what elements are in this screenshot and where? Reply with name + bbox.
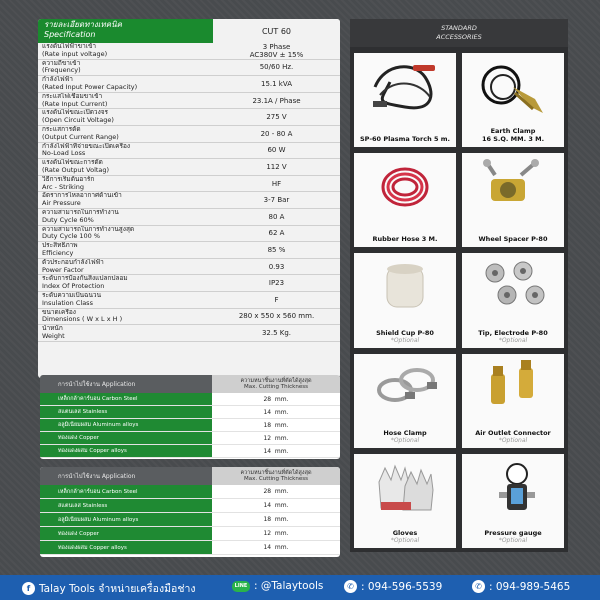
spec-label-th: แรงดันไฟขณะการตัด	[42, 159, 103, 167]
application-row	[40, 485, 340, 499]
application-row	[40, 445, 340, 458]
spec-row	[38, 93, 340, 110]
head-right-en: Max. Cutting Thickness	[244, 384, 308, 390]
facebook-text: Talay Tools จำหน่ายเครื่องมือช่าง	[39, 583, 196, 595]
accessories-panel	[350, 19, 568, 552]
spec-row	[38, 242, 340, 259]
spec-row	[38, 176, 340, 193]
application-row	[40, 527, 340, 541]
spec-label	[38, 126, 213, 142]
spec-value: F	[274, 295, 279, 304]
spec-value: 3-7 Bar	[263, 196, 290, 205]
spec-value: 85 %	[267, 245, 286, 254]
spec-model: CUT 60	[213, 19, 340, 43]
spec-label-en: Index Of Protection	[42, 282, 105, 291]
application-row	[40, 406, 340, 419]
spec-rows	[38, 43, 340, 342]
thickness-value: 14 mm.	[263, 408, 289, 416]
accessory-name: Air Outlet Connector	[475, 428, 551, 437]
thickness-value: 14 mm.	[263, 502, 289, 509]
application-row	[40, 432, 340, 445]
spec-value: 112 V	[266, 162, 287, 171]
spec-row	[38, 275, 340, 292]
spec-row	[38, 209, 340, 226]
spec-row	[38, 325, 340, 342]
spec-label-en: (Rate Output Voltag)	[42, 165, 110, 174]
accessories-header	[350, 19, 568, 47]
material-label: สแตนเลส Stainless	[40, 499, 212, 512]
spec-label-th: วิธีการเริ่มต้นอาร์ก	[42, 175, 95, 183]
spec-label	[38, 325, 213, 341]
spec-row	[38, 109, 340, 126]
spec-label	[38, 76, 213, 92]
spec-value: 60 W	[267, 146, 286, 155]
spec-label-en: (Rate input voltage)	[42, 49, 108, 58]
accessory-name: Gloves	[392, 528, 418, 537]
spec-row	[38, 60, 340, 77]
spec-value: 23.1A / Phase	[252, 96, 301, 105]
line-text: : @Talaytools	[254, 580, 324, 592]
phone-icon: ✆	[344, 580, 357, 593]
spec-label	[38, 292, 213, 308]
accessory-card	[462, 153, 564, 247]
accessory-card	[462, 253, 564, 347]
accessory-name: Earth Clamp 16 S.Q. MM. 3 M.	[481, 127, 545, 144]
application-row	[40, 541, 340, 555]
application-rows	[40, 393, 340, 458]
spec-label-en: (Rated Input Power Capacity)	[42, 82, 138, 91]
accessory-optional: *Optional	[498, 536, 528, 544]
accessory-name: Shield Cup P-80	[376, 328, 434, 337]
spec-row	[38, 292, 340, 309]
spec-title-en: Specification	[44, 30, 96, 39]
spec-label-th: กระแสไฟเชื่อมขาเข้า	[42, 92, 103, 100]
thickness-value: 12 mm.	[263, 434, 289, 442]
specification-table	[38, 19, 340, 378]
spec-label	[38, 60, 213, 76]
spec-row	[38, 259, 340, 276]
spec-value: 3 Phase AC380V ± 15%	[249, 42, 304, 59]
spec-value: 50/60 Hz.	[259, 63, 294, 72]
spec-row	[38, 43, 340, 60]
material-label: ทองแดงผสม Copper alloys	[40, 541, 212, 554]
spec-label	[38, 275, 213, 291]
spec-label	[38, 192, 213, 208]
spec-label	[38, 143, 213, 159]
spec-row	[38, 309, 340, 326]
application-row	[40, 419, 340, 432]
spec-label-en: Duty Cycle 60%	[42, 215, 94, 224]
spec-label-th: ความถี่ขาเข้า	[42, 59, 81, 67]
accessory-optional: *Optional	[390, 536, 420, 544]
application-table-2	[40, 467, 340, 557]
contact-footer	[0, 575, 600, 600]
application-row	[40, 513, 340, 527]
material-label: ทองแดงผสม Copper alloys	[40, 445, 212, 457]
accessory-name: SP-60 Plasma Torch 5 m.	[359, 135, 451, 144]
facebook-contact[interactable]	[22, 580, 195, 597]
accessory-optional: *Optional	[390, 436, 420, 444]
spec-label-th: ขนาดเครื่อง	[42, 308, 76, 316]
thickness-value: 28 mm.	[263, 488, 289, 495]
thickness-value: 18 mm.	[263, 516, 289, 523]
spec-label	[38, 159, 213, 175]
spec-label-en: (Open Circuit Voltage)	[42, 116, 114, 125]
spec-title	[38, 19, 213, 43]
accessory-name: Tip, Electrode P-80	[478, 328, 548, 337]
spec-label	[38, 43, 213, 59]
spec-value: HF	[271, 179, 282, 188]
application-head-left: การนำไปใช้งาน Application	[40, 467, 212, 485]
head-right-th: ความหนาชิ้นงานที่ตัดได้สูงสุด	[240, 469, 312, 476]
line-icon: LINE	[232, 581, 250, 592]
material-label: ทองแดง Copper	[40, 527, 212, 540]
spec-row	[38, 143, 340, 160]
spec-label-th: แรงดันไฟฟ้าขาเข้า	[42, 43, 97, 50]
spec-label-th: แรงดันไฟขณะเปิดวงจร	[42, 109, 109, 117]
thickness-value: 14 mm.	[263, 447, 289, 455]
application-row	[40, 393, 340, 406]
spec-label-en: Dimensions ( W x L x H )	[42, 315, 123, 324]
spec-label-en: (Rate Input Current)	[42, 99, 108, 108]
spec-label-th: กำลังไฟฟ้าที่จ่ายขณะเปิดเครื่อง	[42, 142, 131, 150]
material-label: ทองแดง Copper	[40, 432, 212, 444]
application-row	[40, 499, 340, 513]
spec-label	[38, 209, 213, 225]
accessory-name: Wheel Spacer P-80	[478, 235, 548, 244]
accessory-name: Hose Clamp	[383, 428, 427, 437]
spec-label-th: น้ำหนัก	[42, 325, 63, 333]
material-label: สแตนเลส Stainless	[40, 406, 212, 418]
spec-title-th: รายละเอียดทางเทคนิค	[44, 20, 122, 29]
application-head-right	[212, 467, 340, 485]
application-table-1	[40, 375, 340, 459]
spec-label-en: Power Factor	[42, 265, 84, 274]
spec-header	[38, 19, 340, 43]
accessory-optional: *Optional	[498, 336, 528, 344]
spec-label-en: Duty Cycle 100 %	[42, 232, 101, 241]
accessory-optional: *Optional	[498, 436, 528, 444]
spec-label-en: Efficiency	[42, 248, 74, 257]
spec-label	[38, 93, 213, 109]
accessory-card	[354, 253, 456, 347]
spec-label-th: กระแสการตัด	[42, 125, 81, 133]
phone-contact-1[interactable]	[344, 580, 442, 593]
application-rows	[40, 485, 340, 555]
accessory-card	[462, 454, 564, 548]
spec-label	[38, 259, 213, 275]
spec-label-th: ความสามารถในการทำงาน	[42, 208, 119, 216]
spec-value: IP23	[268, 279, 285, 288]
material-label: เหล็กกล้าคาร์บอน Carbon Steel	[40, 485, 212, 498]
spec-value: 0.93	[268, 262, 285, 271]
thickness-value: 12 mm.	[263, 530, 289, 537]
accessory-card	[354, 454, 456, 548]
spec-label-en: (Output Current Range)	[42, 132, 119, 141]
accessory-card	[354, 354, 456, 448]
accessories-title-line1: STANDARD	[441, 24, 477, 32]
application-head-right	[212, 375, 340, 393]
accessories-title-line2: ACCESSORIES	[436, 33, 482, 41]
spec-label	[38, 109, 213, 125]
spec-label-th: ระดับความเป็นฉนวน	[42, 291, 102, 299]
head-right-en: Max. Cutting Thickness	[244, 476, 308, 482]
spec-value: 15.1 kVA	[261, 79, 292, 88]
accessory-optional: *Optional	[390, 336, 420, 344]
spec-label-en: Air Pressure	[42, 199, 81, 208]
accessory-name: Pressure gauge	[484, 528, 542, 537]
spec-label-en: Insulation Class	[42, 298, 93, 307]
thickness-value: 14 mm.	[263, 544, 289, 551]
spec-value: 280 x 550 x 560 mm.	[238, 312, 315, 321]
spec-label-en: Weight	[42, 331, 65, 340]
accessory-card	[462, 53, 564, 147]
spec-value: 32.5 Kg.	[261, 328, 292, 337]
spec-label-en: No-Load Loss	[42, 149, 86, 158]
spec-label-th: ความสามารถในการทำงานสูงสุด	[42, 225, 135, 233]
facebook-icon: f	[22, 582, 35, 595]
spec-label-th: ระดับการป้องกันสิ่งแปลกปลอม	[42, 275, 128, 283]
phone-contact-2[interactable]	[472, 580, 570, 593]
spec-label-th: กำลังไฟฟ้า	[42, 76, 73, 84]
spec-row	[38, 126, 340, 143]
spec-row	[38, 76, 340, 93]
accessories-grid	[354, 53, 564, 548]
spec-label	[38, 309, 213, 325]
application-header	[40, 467, 340, 485]
spec-value: 275 V	[266, 113, 287, 122]
line-contact[interactable]	[232, 580, 323, 592]
phone-text-1: : 094-596-5539	[361, 580, 443, 593]
spec-value: 80 A	[268, 212, 285, 221]
head-right-th: ความหนาชิ้นงานที่ตัดได้สูงสุด	[240, 377, 312, 384]
spec-row	[38, 192, 340, 209]
spec-label-th: อัตราการไหลอากาศด้านเข้า	[42, 192, 122, 200]
spec-label-en: (Frequency)	[42, 66, 81, 75]
phone-icon: ✆	[472, 580, 485, 593]
spec-row	[38, 159, 340, 176]
accessory-card	[462, 354, 564, 448]
spec-label-th: ประสิทธิภาพ	[42, 242, 78, 250]
accessory-card	[354, 53, 456, 147]
spec-label	[38, 226, 213, 242]
accessory-name: Rubber Hose 3 M.	[372, 235, 438, 244]
application-header	[40, 375, 340, 393]
spec-row	[38, 226, 340, 243]
accessory-card	[354, 153, 456, 247]
thickness-value: 28 mm.	[263, 395, 289, 403]
material-label: อลูมิเนียมผสม Aluminum alloys	[40, 419, 212, 431]
thickness-value: 18 mm.	[263, 421, 289, 429]
material-label: อลูมิเนียมผสม Aluminum alloys	[40, 513, 212, 526]
spec-value: 62 A	[268, 229, 285, 238]
spec-label-en: Arc - Striking	[42, 182, 84, 191]
application-head-left: การนำไปใช้งาน Application	[40, 375, 212, 393]
spec-value: 20 - 80 A	[260, 129, 293, 138]
spec-label-th: ตัวประกอบกำลังไฟฟ้า	[42, 258, 104, 266]
spec-label	[38, 176, 213, 192]
phone-text-2: : 094-989-5465	[489, 580, 571, 593]
material-label: เหล็กกล้าคาร์บอน Carbon Steel	[40, 393, 212, 405]
spec-label	[38, 242, 213, 258]
